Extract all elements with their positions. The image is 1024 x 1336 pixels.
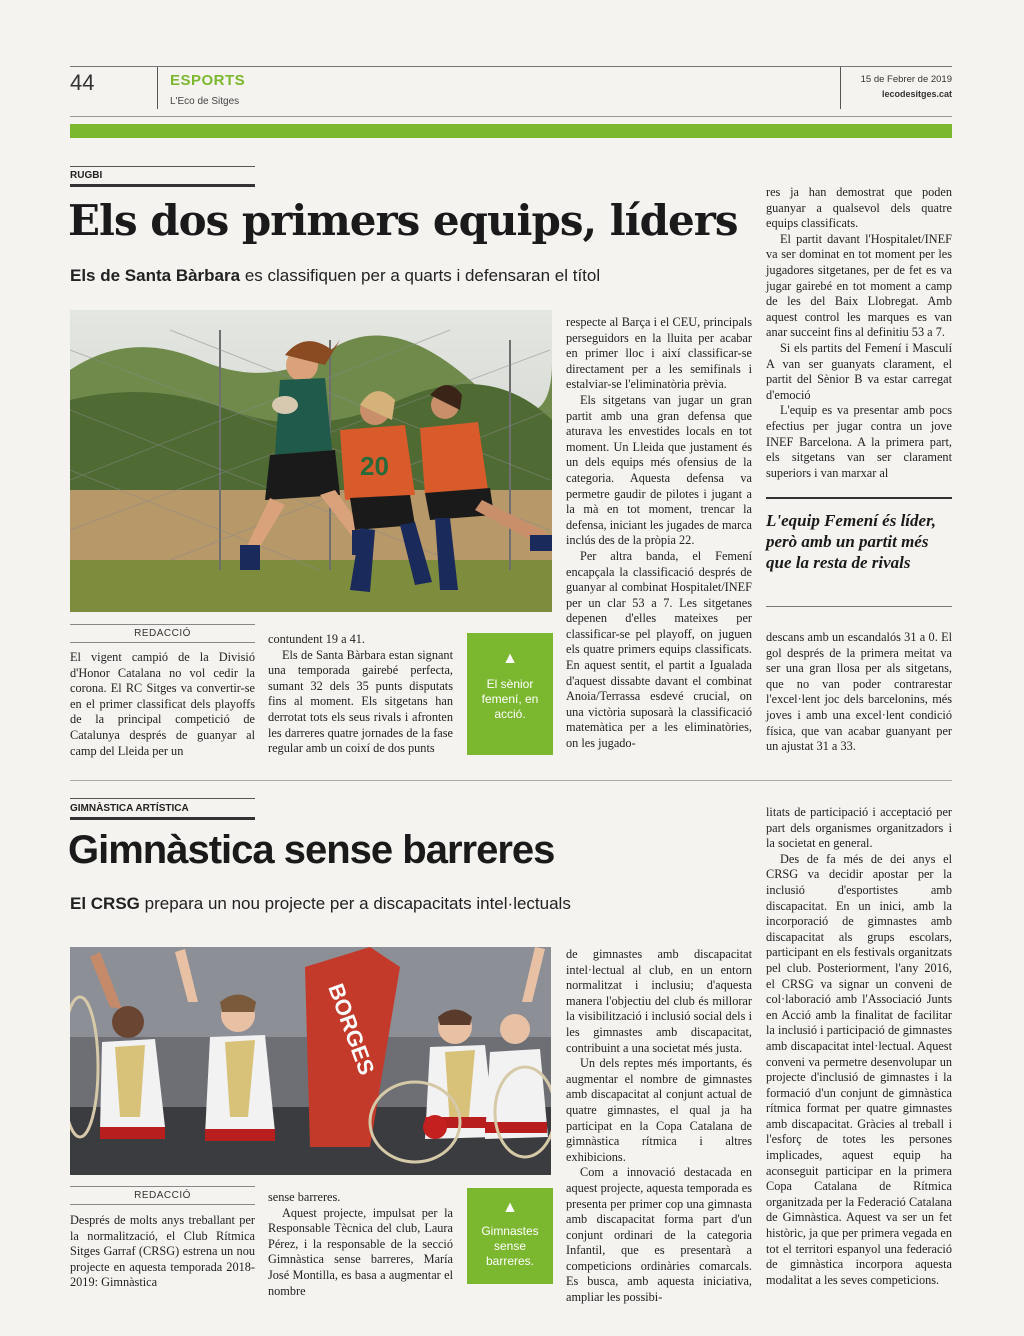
article1-column-3: [566, 315, 752, 752]
article1-column-4-continued: [766, 630, 952, 755]
pull-quote-rule: [766, 497, 952, 499]
subheadline-rest: es classifiquen per a quarts i defensaran el títol: [244, 266, 601, 285]
svg-text:20: 20: [360, 451, 389, 481]
gymnastics-photo: [70, 947, 551, 1175]
headline: Els dos primers equips, líders: [68, 196, 738, 245]
paragraph: descans amb un escandalós 31 a 0. El gol després de la primera meitat va ser una gran llosa per als sitgetans, que no van poder contrarestar l'excel·lent joc dels barcelonins, més joves i amb una excel·lent condició física, que van acabar guanyant per un ajustat 31 a 33.: [766, 630, 952, 754]
caption-text: Gimnastes sense barreres.: [481, 1224, 539, 1268]
category-label: RUGBI: [70, 170, 103, 181]
headline: Gimnàstica sense barreres: [68, 828, 555, 872]
paragraph: Aquest projecte, impulsat per la Responsable Tècnica del club, Laura Pérez, i la responsable de la secció Gimnàstica sense barreres, María José Montilla, es basa a augmentar el nombre: [268, 1205, 453, 1298]
paragraph: El partit davant l'Hospitalet/INEF va ser dominat en tot moment per les jugadores sitgetanes, per de fet es va jugar gairebé en tot moment a camp de les del Baix Llobregat. Amb aquest control les marques es van anar succeint fins al definitiu 53 a 7.: [766, 231, 952, 340]
byline: REDACCIÓ: [134, 1190, 191, 1201]
paragraph: Els sitgetans van jugar un gran partit amb una gran defensa que aturava les envestides locals en tot moment. Un Lleida que justament és un dels equips més ofensius de la categoria. Aquesta defensa va permetre gaudir de pilotes i jugant a la mà en tot moment, trencar la defensa, iniciant les jugades de marca inclús des de la pròpia 22.: [566, 392, 752, 548]
paragraph: Des de fa més de dei anys el CRSG va decidir apostar per la inclusió d'esportistes amb discapacitat. En un inici, amb la incorporació de gimnastes amb discapacitat als grups escolars, participant en els festivals organitzats pel club. Posteriorment, l'any 2016, el CRSG va signar un conveni de col·laboració amb l'Associació Junts en Acció amb la finalitat de facilitar la inclusió i participació de gimnastes amb discapacitat intel·lectual. Aquest conveni va permetre desenvolupar un projecte d'inclusió de gimnastes i la formació d'un conjunt de gimnàstica rítmica format per quatre gimnastes amb discapacitat. Gràcies al treball i l'esforç de totes les persones implicades, aquest equip ha aconseguit participar en la primera Copa Catalana de Rítmica organitzada per la Federació Catalana de Gimnàstica. Aquest va ser un fet històric, ja que per primera vegada en tot el territori espanyol una federació de gimnàstica incorpora aquesta modalitat a les seves competicions.: [766, 851, 952, 1287]
pull-quote-rule-bottom: [766, 606, 952, 607]
article-separator: [70, 780, 952, 781]
article2-column-2: [268, 1190, 453, 1299]
page-number: 44: [70, 70, 95, 95]
header-divider-right: [840, 67, 841, 109]
header-rule-bottom: [70, 116, 952, 117]
subheadline-bold: Els de Santa Bàrbara: [70, 266, 241, 285]
publication-name: L'Eco de Sitges: [170, 96, 240, 107]
paragraph: de gimnastes amb discapacitat intel·lectual al club, en un entorn normalitzat i inclusiu; d'aquesta manera l'objectiu del club és millorar la visibilització i inclusió social dels i les gimnastes amb discapacitat, contribuint a una societat més justa.: [566, 947, 752, 1055]
issue-date: 15 de Febrer de 2019: [860, 74, 952, 85]
byline-rule: [70, 624, 255, 625]
article2-column-1: [70, 1213, 255, 1291]
byline-rule-bottom: [70, 642, 255, 643]
paragraph: L'equip es va presentar amb pocs efectius per jugar contra un jove INEF Barcelona. A la primera part, els sitgetans van ser clarament superiors i van marxar al: [766, 403, 952, 480]
paragraph: res ja han demostrat que poden guanyar a qualsevol dels quatre equips classificats.: [766, 185, 952, 231]
paragraph: El vigent campió de la Divisió d'Honor Catalana no vol cedir la corona. El RC Sitges va convertir-se en el primer classificat dels playoffs de la principal competició de Catalunya després de guanyar al camp del Lleida per un: [70, 650, 255, 758]
article2-column-4: [766, 805, 952, 1288]
up-arrow-icon: ▲: [502, 650, 518, 667]
banner-text: BORGES: [323, 980, 380, 1079]
article2-column-3: [566, 947, 752, 1306]
paragraph: Si els partits del Femení i Masculí A van ser guanyats clarament, el partit del Sènior B va estar carregat d'emoció: [766, 340, 952, 402]
website-link[interactable]: lecodesitges.cat: [881, 89, 952, 99]
paragraph: Per altra banda, el Femení encapçala la classificació després de guanyar al combinat Hospitalet/INEF per un clar 53 a 7. Les sitgetanes depenen d'elles mateixes per classificar-se pel playoff, on juguen els quatre primers equips classificats. En aquest sentit, el partit a Igualada d'aquest dissabte davant el combinat Anoia/Terrassa esdevé crucial, on una victòria suposarà la classificació matemàtica per a les eliminatòries, on les jugado-: [566, 548, 752, 751]
category-rule-bottom: [70, 817, 255, 820]
byline-rule: [70, 1186, 255, 1187]
section-label: ESPORTS: [170, 72, 246, 89]
subheadline: [70, 894, 571, 914]
subheadline: [70, 266, 600, 286]
paragraph: Després de molts anys treballant per la normalització, el Club Rítmica Sitges Garraf (CRSG) estrena un nou projecte en aquesta temporada 2018-2019: Gimnàstica: [70, 1213, 255, 1290]
byline: REDACCIÓ: [134, 628, 191, 639]
paragraph: Com a innovació destacada en aquest projecte, aquesta temporada es presenta per primer cop una gimnasta amb discapacitat forma part d'un conjunt ordinari de la categoria Infantil, que es presentarà a competicions ordinàries comarcals. Es busca, amb aquesta iniciativa, ampliar les possibi-: [566, 1165, 752, 1305]
category-rule-top: [70, 798, 255, 799]
paragraph: Els de Santa Bàrbara estan signant una temporada gairebé perfecta, sumant 32 dels 35 punts disputats fins al moment. Els sitgetans han derrotat tots els seus rivals i afronten les darreres quatre jornades de la fase regular amb un coixí de dos punts: [268, 647, 453, 756]
category-label: GIMNÀSTICA ARTÍSTICA: [70, 803, 189, 814]
article1-column-1: [70, 650, 255, 759]
category-rule-top: [70, 166, 255, 167]
category-rule-bottom: [70, 184, 255, 187]
header-divider: [157, 67, 158, 109]
article1-column-4: [766, 185, 952, 481]
subheadline-rest: prepara un nou projecte per a discapacitats intel·lectuals: [144, 894, 571, 913]
rugby-photo: [70, 310, 552, 612]
header-rule-top: [70, 66, 952, 67]
article1-column-2: [268, 632, 453, 757]
paragraph: sense barreres.: [268, 1190, 341, 1204]
caption-text: El sènior femení, en acció.: [481, 677, 539, 721]
paragraph: Un dels reptes més importants, és augmentar el nombre de gimnastes amb discapacitat al conjunt actual de quatre gimnastes, el qual ja ha participat en la Copa Catalana de gimnàstica rítmica i altres exhibicions.: [566, 1056, 752, 1164]
subheadline-bold: El CRSG: [70, 894, 140, 913]
photo-caption-callout: [467, 1188, 553, 1284]
byline-rule-bottom: [70, 1204, 255, 1205]
up-arrow-icon: ▲: [502, 1199, 518, 1216]
paragraph: litats de participació i acceptació per part dels organismes organitzadors i la societat en general.: [766, 805, 952, 851]
pull-quote: L'equip Femení és líder, però amb un partit més que la resta de rivals: [766, 511, 936, 572]
photo-caption-callout: [467, 633, 553, 755]
paragraph: contundent 19 a 41.: [268, 632, 365, 646]
section-color-bar: [70, 124, 952, 138]
paragraph: respecte al Barça i el CEU, principals perseguidors en la lluita per acabar en primer lloc i així classificar-se directament per a les semifinals i estalviar-se l'eliminatòria prèvia.: [566, 315, 752, 392]
